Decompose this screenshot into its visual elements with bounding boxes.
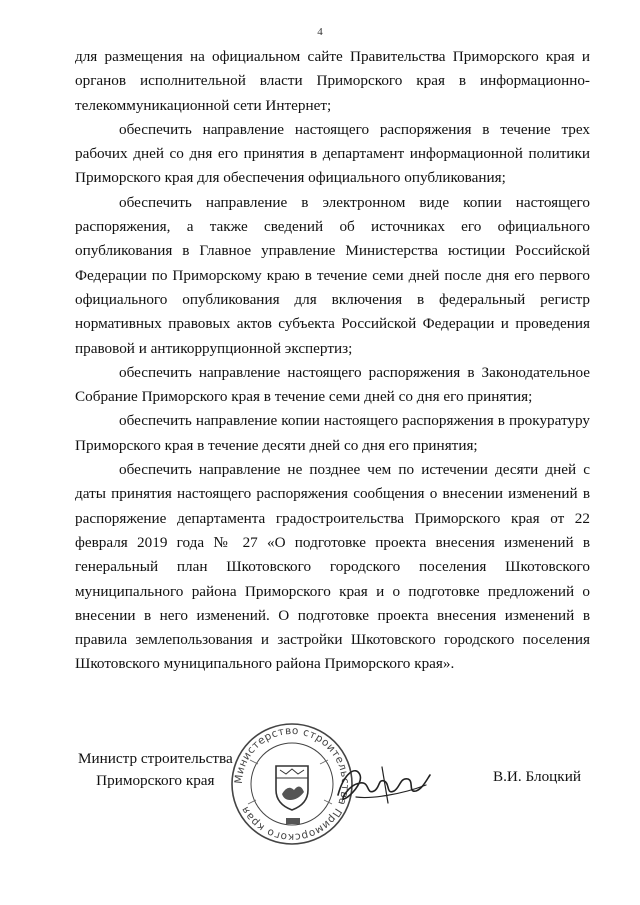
paragraph-2: обеспечить направление настоящего распоряжения в течение трех рабочих дней со дня его принятия в департамент информационной политики Приморского края для обеспечения официального опубликования; (75, 120, 590, 187)
signer-position-line-1: Министр строительства (78, 750, 233, 767)
handwritten-signature-icon (330, 755, 440, 815)
paragraph-4: обеспечить направление настоящего распоряжения в Законодательное Собрание Приморского края в течение семи дней со дня его принятия; (75, 363, 590, 406)
paragraph-5: обеспечить направление копии настоящего распоряжения в прокуратуру Приморского края в течение десяти дней со дня его принятия; (75, 412, 590, 454)
signer-position (78, 748, 233, 792)
page-number: 4 (317, 26, 323, 38)
paragraph-1: для размещения на официальном сайте Правительства Приморского края и органов исполнительной власти Приморского края в информационно-телекоммуникационной сети Интернет; (75, 48, 590, 114)
signer-position-line-2: Приморского края (96, 772, 215, 789)
paragraph-6: обеспечить направление не позднее чем по истечении десяти дней с даты принятия настоящего распоряжения сообщения о внесении изменений в распоряжение департамента градостроительства Приморского края от 22 февраля 2019 года № 27 «О подготовке проекта внесения изменений в генеральный план Шкотовского городского поселения Шкотовского муниципального района Приморского края и о подготовке предложений о внесении в него изменений. О подготовке проекта внесения изменений в правила землепользования и застройки Шкотовского городского поселения Шкотовского муниципального района Приморского края». (75, 461, 590, 673)
signer-name: В.И. Блоцкий (493, 768, 581, 785)
paragraph-3: обеспечить направление в электронном виде копии настоящего распоряжения, а также сведений об источниках его официального опубликования в Главное управление Министерства юстиции Российской Федерации по Приморскому краю в течение семи дней после дня его первого официального опубликования для включения в федеральный регистр нормативных правовых актов субъекта Российской Федерации и проведения правовой и антикоррупционной экспертиз; (75, 193, 590, 357)
document-body (75, 45, 590, 677)
signature-block (0, 720, 640, 844)
stamp-text: Министерство строительства Приморского края (232, 724, 352, 844)
